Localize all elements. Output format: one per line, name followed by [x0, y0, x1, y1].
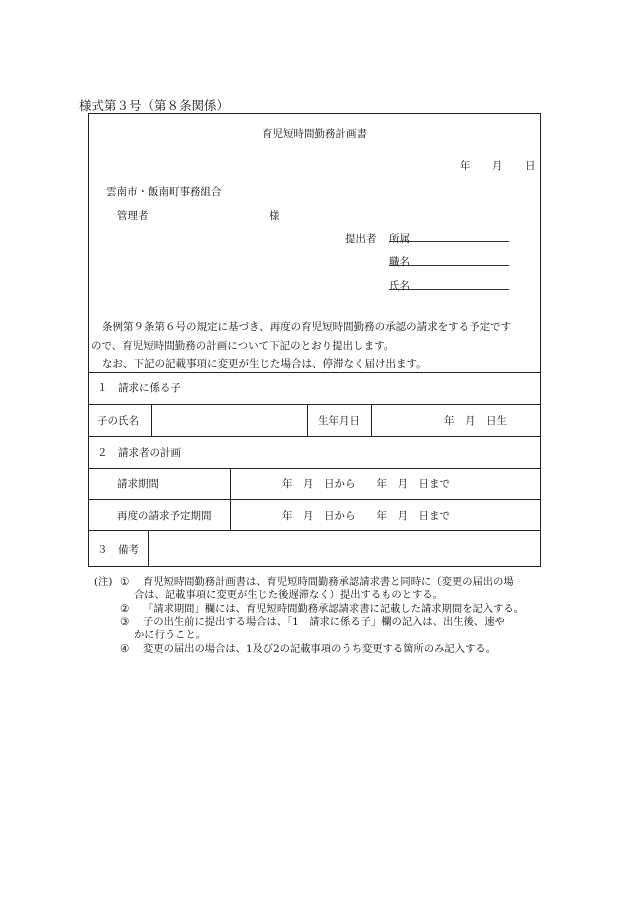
table-divider	[371, 404, 372, 436]
note-mark: ①	[120, 576, 130, 588]
section1-heading: １ 請求に係る子	[97, 382, 181, 394]
note-mark: ②	[120, 603, 130, 615]
body-text-line-1: 条例第９条第６号の規定に基づき、再度の育児短時間勤務の承認の請求をする予定です	[102, 321, 512, 333]
table-divider	[307, 404, 308, 436]
date-year-label: 年	[460, 160, 471, 172]
body-text-line-2: ので、育児短時間勤務の計画について下記のとおり提出します。	[91, 340, 395, 352]
body-text-line-3: なお、下記の記載事項に変更が生じた場合は、停滞なく届け出ます。	[102, 358, 427, 370]
table-divider	[151, 404, 152, 436]
table-divider	[148, 530, 149, 566]
table-divider	[89, 530, 540, 531]
note-1-line-2: 合は、記載事項に変更が生じた後遅滞なく）提出するものとする。	[134, 589, 443, 601]
planned-rerequest-period-field[interactable]: 年 月 日から 年 月 日まで	[282, 510, 450, 522]
date-day-label: 日	[525, 160, 536, 172]
note-3-line-1: 子の出生前に提出する場合は、「1 請求に係る子」欄の記入は、出生後、速や	[143, 616, 505, 628]
note-mark: ③	[120, 616, 130, 628]
form-title: 育児短時間勤務計画書	[262, 128, 367, 140]
request-period-field[interactable]: 年 月 日から 年 月 日まで	[282, 478, 450, 490]
table-divider	[89, 468, 540, 469]
request-period-label: 請求期間	[117, 478, 159, 490]
note-1-line-1: 育児短時間勤務計画書は、育児短時間勤務承認請求書と同時に（変更の届出の場	[143, 576, 514, 588]
position-label: 職名	[389, 256, 410, 268]
name-line[interactable]	[389, 289, 509, 290]
date-month-label: 月	[492, 160, 503, 172]
note-2-line-1: 「請求期間」欄には、育児短時間勤務承認請求書に記載した請求期間を記入する。	[143, 603, 524, 615]
birth-date-label: 生年月日	[318, 415, 360, 427]
plan-form	[88, 113, 541, 567]
table-divider	[89, 499, 540, 500]
notes-prefix: (注)	[94, 576, 113, 588]
affiliation-label: 所属	[389, 233, 410, 245]
note-mark: ④	[120, 643, 130, 655]
position-line[interactable]	[389, 265, 509, 266]
affiliation-line[interactable]	[389, 241, 509, 242]
addressee-manager-label: 管理者	[117, 210, 149, 222]
addressee-honorific: 様	[269, 210, 280, 222]
submitter-label: 提出者	[345, 233, 377, 245]
note-4-line-1: 変更の届出の場合は、1及び2の記載事項のうち変更する箇所のみ記入する。	[143, 643, 496, 655]
table-divider	[89, 436, 540, 437]
form-number-label: 様式第３号（第８条関係）	[79, 98, 230, 113]
table-divider	[89, 372, 540, 373]
child-name-label: 子の氏名	[97, 415, 139, 427]
section3-heading: ３ 備考	[97, 544, 139, 556]
planned-rerequest-period-label: 再度の請求予定期間	[117, 510, 212, 522]
name-label: 氏名	[389, 280, 410, 292]
birth-date-field[interactable]: 年 月 日生	[444, 415, 507, 427]
section2-heading: ２ 請求者の計画	[97, 447, 181, 459]
note-3-line-2: かに行うこと。	[134, 629, 207, 641]
table-divider	[89, 404, 540, 405]
addressee-organization: 雲南市・飯南町事務組合	[106, 186, 222, 198]
